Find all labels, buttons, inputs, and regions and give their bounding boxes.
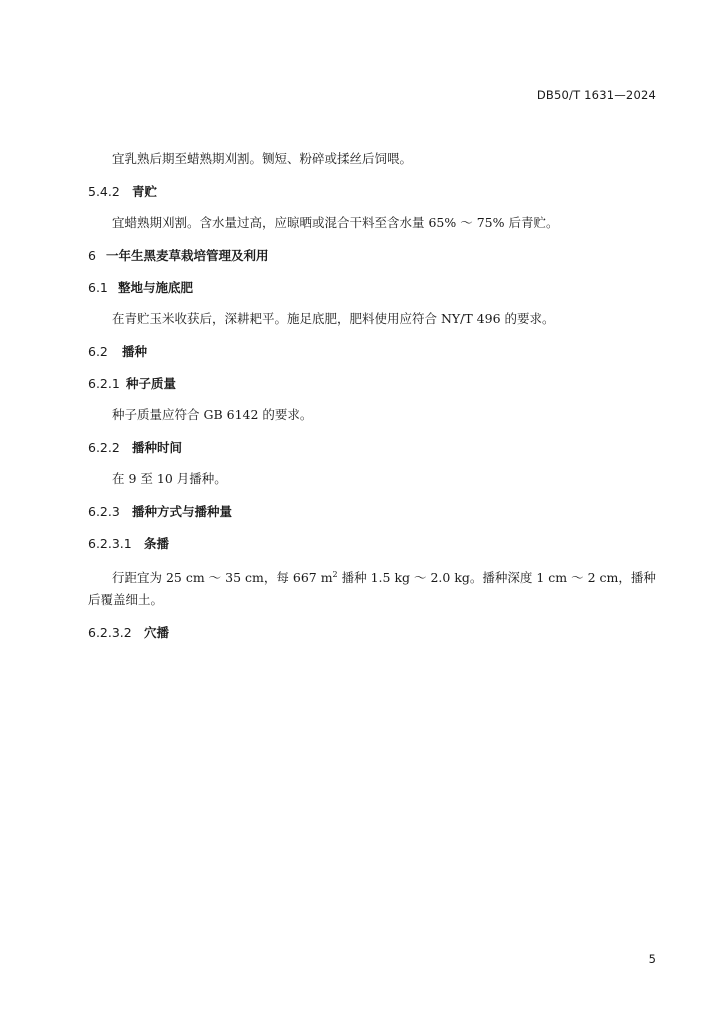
section-heading-6-2-3-2 (88, 623, 656, 643)
paragraph: 在青贮玉米收获后，深耕耙平。施足底肥，肥料使用应符合 NY/T 496 的要求。 (112, 311, 555, 326)
section-title: 一年生黑麦草栽培管理及利用 (106, 248, 269, 263)
section-title: 播种时间 (132, 440, 183, 455)
text-run: 播种 1.5 kg ～ 2.0 kg。播种深度 1 cm ～ 2 cm，播种后覆盖细土。 (88, 570, 656, 608)
text-run: 行距宜为 25 cm ～ 35 cm，每 667 m (112, 570, 333, 586)
paragraph: 宜乳熟后期至蜡熟期刈割。铡短、粉碎或揉丝后饲喂。 (112, 151, 413, 166)
section-number: 6.2.3.2 (88, 625, 132, 641)
section-title: 播种 (122, 344, 148, 359)
section-heading-6-2-2 (88, 438, 656, 458)
section-title: 整地与施底肥 (118, 280, 194, 295)
section-title: 穴播 (144, 625, 170, 641)
page-number: 5 (648, 952, 656, 966)
section-number: 5.4.2 (88, 184, 120, 199)
section-heading-6-1 (88, 278, 656, 298)
section-number: 6 (88, 248, 96, 263)
paragraph: 种子质量应符合 GB 6142 的要求。 (112, 407, 313, 422)
paragraph: 宜蜡熟期刈割。含水量过高，应晾晒或混合干料至含水量 65% ～ 75% 后青贮。 (112, 215, 559, 230)
section-number: 6.1 (88, 280, 108, 295)
section-heading-6-2-1 (88, 374, 656, 394)
paragraph: 在 9 至 10 月播种。 (112, 471, 227, 486)
section-heading-5-4-2 (88, 182, 656, 202)
section-title: 种子质量 (126, 376, 177, 391)
section-title: 播种方式与播种量 (132, 504, 233, 519)
section-title: 青贮 (132, 184, 158, 199)
paragraph (88, 564, 656, 611)
section-number: 6.2.2 (88, 440, 120, 455)
superscript: 2 (332, 570, 338, 579)
section-title: 条播 (144, 536, 170, 551)
section-heading-6-2-3 (88, 502, 656, 522)
section-number: 6.2.3 (88, 504, 120, 519)
section-number: 6.2 (88, 344, 108, 359)
section-number: 6.2.1 (88, 376, 120, 391)
document-code: DB50/T 1631—2024 (536, 88, 656, 102)
section-heading-6 (88, 246, 656, 266)
document-body (88, 148, 656, 643)
section-number: 6.2.3.1 (88, 536, 132, 551)
section-heading-6-2 (88, 342, 656, 362)
section-heading-6-2-3-1 (88, 534, 656, 554)
